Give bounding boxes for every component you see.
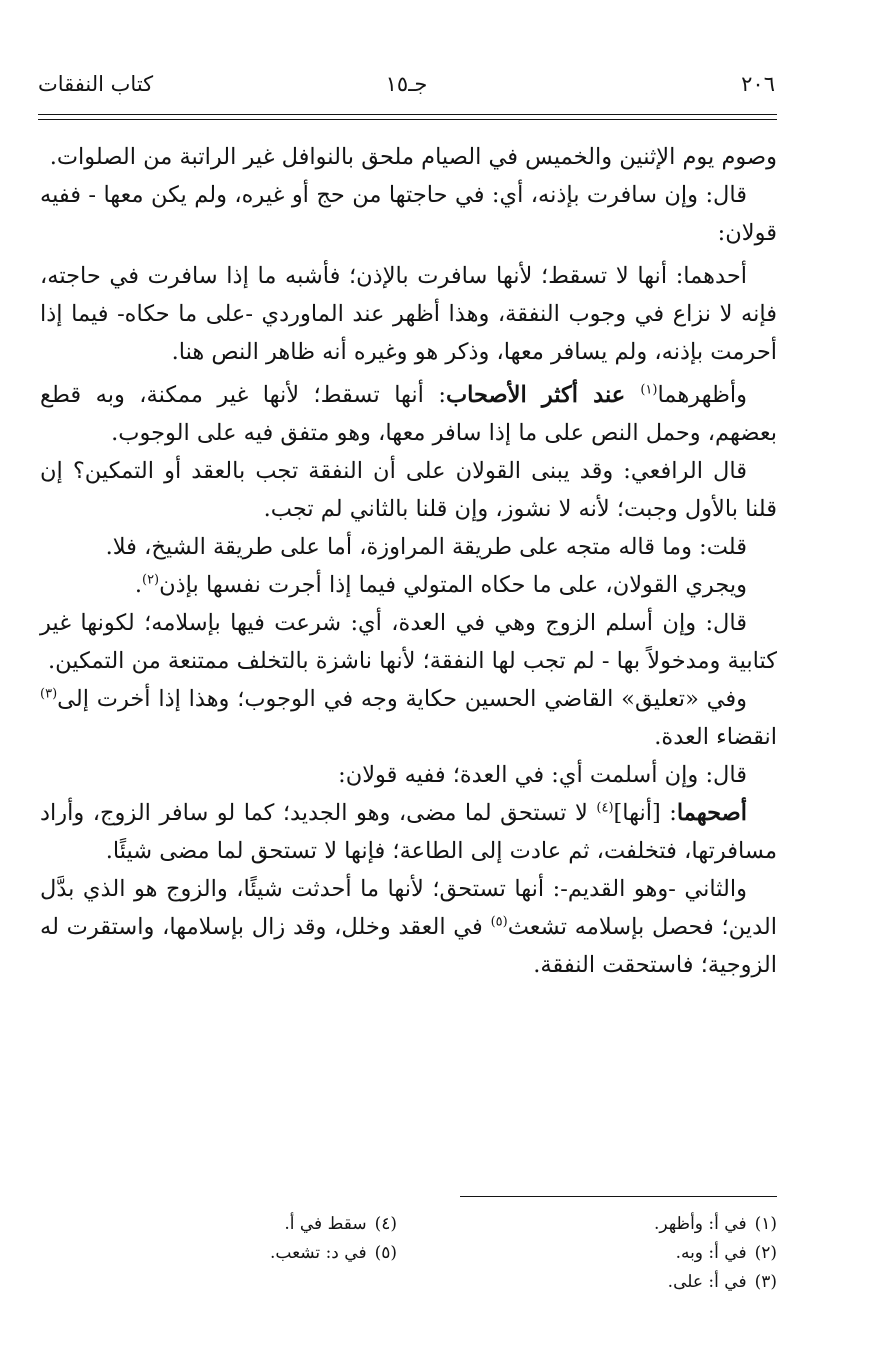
volume-label: جـ١٥ (385, 72, 428, 96)
footnote: (٣)في أ: على. (667, 1272, 777, 1292)
paragraph: وأظهرهما$^{(١)}$ عند أكثر الأصحاب: أنها تسقط؛ لأنها غير ممكنة، وبه قطع بعضهم، وحمل النص على ما إذا سافر معها، وهو متفق فيه على الوجوب. (40, 382, 777, 446)
footnote-ref: (٣) (40, 686, 58, 702)
paragraph: وفي «تعليق» القاضي الحسين حكاية وجه في الوجوب؛ وهذا إذا أخرت إلى$^{(٣)}$ انقضاء العدة. (40, 686, 777, 750)
paragraph: أحدهما: أنها لا تسقط؛ لأنها سافرت بالإذن؛ فأشبه ما إذا سافرت في حاجته، فإنه لا نزاع في وجوب النفقة، وهذا أظهر عند الماوردي -على ما حكاه- فيما إذا أحرمت بإذنه، ولم يسافر معها، وذكر هو وغيره أنه ظاهر النص هنا. (40, 263, 777, 365)
footnotes-column-right (447, 1210, 777, 1297)
paragraph: قال الرافعي: وقد يبنى القولان على أن النفقة تجب بالعقد أو التمكين؟ إن قلنا بالأول وجبت؛ لأنه لا نشوز، وإن قلنا بالثاني لم تجب. (40, 458, 777, 522)
footnote: (١)في أ: وأظهر. (653, 1214, 777, 1234)
footnote-rule (460, 1196, 777, 1197)
footnote: (٤)سقط في أ. (284, 1214, 397, 1234)
footnote: (٢)في أ: وبه. (675, 1243, 777, 1263)
footnote: (٥)في د: تشعب. (269, 1243, 397, 1263)
bold-phrase: أصحهما (676, 800, 748, 826)
footnote-ref: (٥) (490, 914, 508, 930)
paragraph: والثاني -وهو القديم-: أنها تستحق؛ لأنها ما أحدثت شيئًا، والزوج هو الذي بدَّل الدين؛ فحصل بإسلامه تشعث$^{(٥)}$ في العقد وخلل، وقد زال بإسلامها، واستقرت له الزوجية؛ فاستحقت النفقة. (40, 876, 777, 978)
book-title: كتاب النفقات (38, 72, 154, 96)
footnote-ref: (١) (640, 382, 658, 398)
header-rule-thin (38, 119, 777, 120)
footnotes-column-left (67, 1210, 397, 1268)
paragraph: أصحهما: [أنها]$^{(٤)}$ لا تستحق لما مضى، وهو الجديد؛ كما لو سافر الزوج، وأراد مسافرتها، فتخلفت، ثم عادت إلى الطاعة؛ فإنها لا تستحق لما مضى شيئًا. (40, 800, 777, 864)
paragraph: ويجري القولان، على ما حكاه المتولي فيما إذا أجرت نفسها بإذن$^{(٢)}$. (134, 572, 747, 598)
paragraph: قال: وإن أسلم الزوج وهي في العدة، أي: شرعت فيها بإسلامه؛ لكونها غير كتابية ومدخولاً بها - لم تجب لها النفقة؛ لأنها ناشزة بالتخلف ممتنعة من التمكين. (40, 610, 777, 674)
paragraph: قلت: وما قاله متجه على طريقة المراوزة، أما على طريقة الشيخ، فلا. (105, 534, 747, 560)
page-header (38, 72, 775, 106)
main-text (40, 138, 777, 984)
footnote-ref: (٤) (596, 800, 614, 816)
page-number: ٢٠٦ (741, 72, 775, 96)
paragraph: قال: وإن سافرت بإذنه، أي: في حاجتها من حج أو غيره، ولم يكن معها - ففيه قولان: (40, 182, 777, 246)
header-rule (38, 114, 777, 115)
bold-phrase: عند أكثر الأصحاب (445, 382, 641, 408)
paragraph: وصوم يوم الإثنين والخميس في الصيام ملحق بالنوافل غير الراتبة من الصلوات. (49, 144, 777, 170)
footnote-ref: (٢) (141, 572, 160, 588)
paragraph: قال: وإن أسلمت أي: في العدة؛ ففيه قولان: (338, 762, 747, 788)
